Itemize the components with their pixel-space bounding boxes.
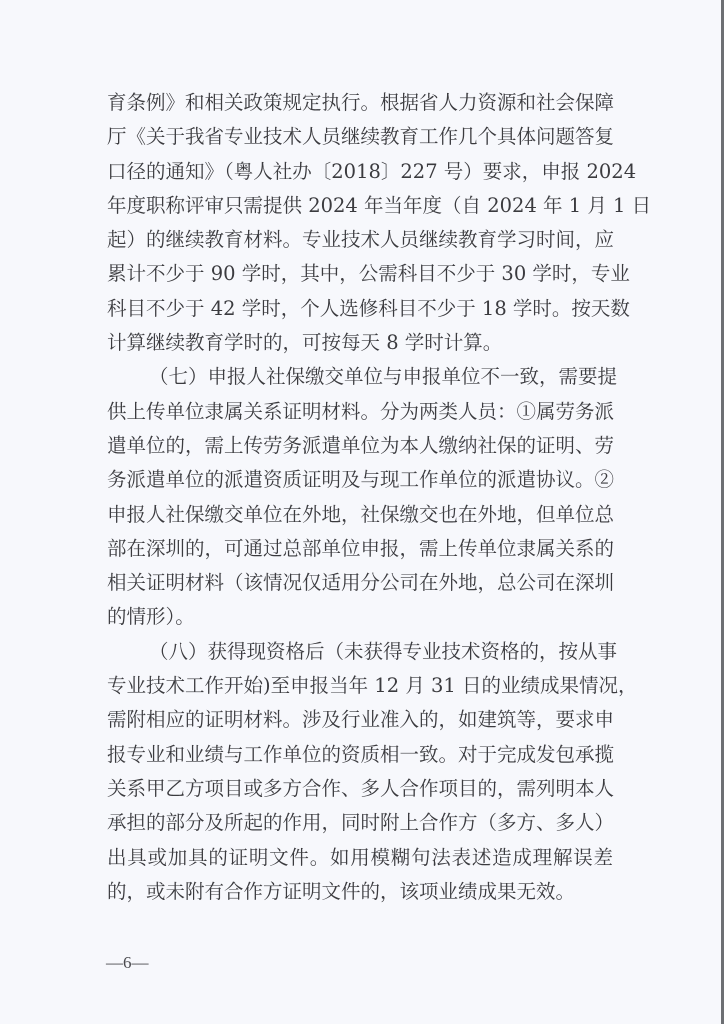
text-line: 计算继续教育学时的，可按每天 8 学时计算。 bbox=[107, 331, 503, 355]
text-line: 关系甲乙方项目或多方合作、多人合作项目的，需列明本人 bbox=[107, 776, 615, 800]
text-line: 承担的部分及所起的作用，同时附上合作方（多方、多人） bbox=[107, 811, 615, 835]
document-body bbox=[107, 86, 652, 909]
paragraph-section-8 bbox=[107, 635, 638, 909]
text-line: 累计不少于 90 学时，其中，公需科目不少于 30 学时，专业 bbox=[107, 262, 630, 286]
page-number: —6— bbox=[106, 953, 149, 972]
text-line: 专业技术工作开始)至申报当年 12 月 31 日的业绩成果情况， bbox=[107, 674, 638, 698]
text-line: 的情形）。 bbox=[107, 605, 195, 629]
text-line: 申报人社保缴交单位在外地，社保缴交也在外地，但单位总 bbox=[107, 502, 615, 526]
text-line: 起）的继续教育材料。专业技术人员继续教育学习时间，应 bbox=[107, 228, 615, 252]
text-line: 年度职称评审只需提供 2024 年当年度（自 2024 年 1 月 1 日 bbox=[107, 193, 652, 217]
text-line: 育条例》和相关政策规定执行。根据省人力资源和社会保障 bbox=[107, 91, 615, 114]
text-line: 科目不少于 42 学时，个人选修科目不少于 18 学时。按天数 bbox=[107, 296, 630, 320]
paragraph-section-7 bbox=[107, 360, 618, 634]
section-heading-line: （八）获得现资格后（未获得专业技术资格的，按从事 bbox=[149, 639, 618, 663]
section-heading-line: （七）申报人社保缴交单位与申报单位不一致，需要提 bbox=[149, 365, 618, 389]
text-line: 厅《关于我省专业技术人员继续教育工作几个具体问题答复 bbox=[107, 125, 615, 149]
text-line: 遣单位的，需上传劳务派遣单位为本人缴纳社保的证明、劳 bbox=[107, 433, 615, 457]
text-line: 部在深圳的，可通过总部单位申报，需上传单位隶属关系的 bbox=[107, 536, 615, 560]
text-line: 务派遣单位的派遣资质证明及与现工作单位的派遣协议。② bbox=[107, 468, 615, 492]
paragraph-continuing-education bbox=[107, 86, 652, 360]
text-line: 相关证明材料（该情况仅适用分公司在外地，总公司在深圳 bbox=[107, 571, 615, 595]
text-line: 报专业和业绩与工作单位的资质相一致。对于完成发包承揽 bbox=[107, 742, 615, 766]
text-line: 出具或加具的证明文件。如用模糊句法表述造成理解误差 bbox=[107, 845, 613, 869]
text-line: 口径的通知》（粤人社办〔2018〕227 号）要求，申报 2024 bbox=[107, 159, 637, 183]
text-line: 的，或未附有合作方证明文件的，该项业绩成果无效。 bbox=[107, 879, 576, 903]
text-line: 供上传单位隶属关系证明材料。分为两类人员：①属劳务派 bbox=[107, 399, 615, 423]
text-line: 需附相应的证明材料。涉及行业准入的，如建筑等，要求申 bbox=[107, 708, 615, 732]
